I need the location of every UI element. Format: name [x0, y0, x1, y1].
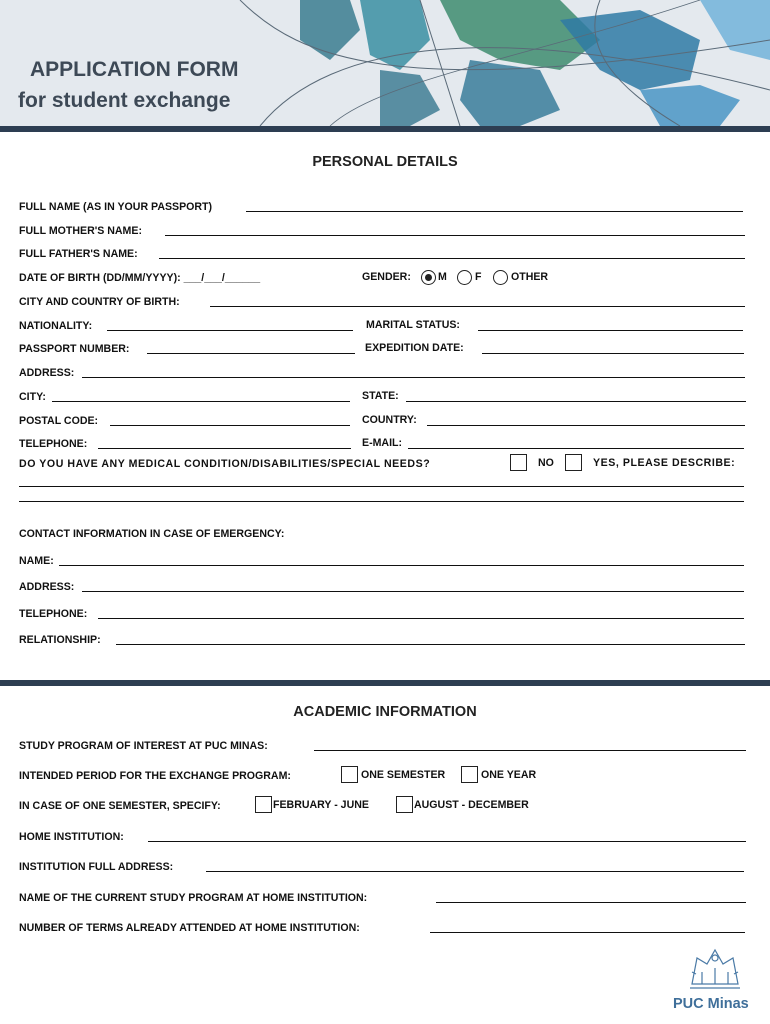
- one-year-label: ONE YEAR: [481, 769, 537, 781]
- full-name-label: FULL NAME (AS IN YOUR PASSPORT): [19, 201, 213, 213]
- marital-status-field[interactable]: [478, 330, 743, 331]
- emergency-relationship-field[interactable]: [116, 644, 745, 645]
- birth-city-label: CITY AND COUNTRY OF BIRTH:: [19, 296, 180, 308]
- telephone-field[interactable]: [98, 448, 351, 449]
- gender-other-label: OTHER: [511, 271, 549, 283]
- father-name-label: FULL FATHER'S NAME:: [19, 248, 138, 260]
- marital-status-label: MARITAL STATUS:: [366, 319, 460, 331]
- city-label: CITY:: [19, 391, 46, 403]
- medical-no-label: NO: [538, 457, 554, 469]
- emergency-name-label: NAME:: [19, 555, 54, 567]
- study-program-field[interactable]: [314, 750, 746, 751]
- father-name-field[interactable]: [159, 258, 745, 259]
- feb-june-label: FEBRUARY - JUNE: [273, 799, 369, 811]
- emergency-contact-heading: CONTACT INFORMATION IN CASE OF EMERGENCY:: [19, 528, 285, 540]
- address-field[interactable]: [82, 377, 745, 378]
- country-label: COUNTRY:: [362, 414, 417, 426]
- mother-name-label: FULL MOTHER'S NAME:: [19, 225, 142, 237]
- header-divider: [0, 126, 770, 132]
- one-semester-checkbox[interactable]: [341, 766, 358, 783]
- one-semester-label: ONE SEMESTER: [361, 769, 446, 781]
- medical-description-line-2[interactable]: [19, 501, 744, 502]
- emergency-relationship-label: RELATIONSHIP:: [19, 634, 101, 646]
- institution-address-label: INSTITUTION FULL ADDRESS:: [19, 861, 174, 873]
- institution-address-field[interactable]: [206, 871, 744, 872]
- emergency-address-field[interactable]: [82, 591, 744, 592]
- nationality-field[interactable]: [107, 330, 353, 331]
- current-program-label: NAME OF THE CURRENT STUDY PROGRAM AT HOME INSTITUTION:: [19, 892, 368, 904]
- expedition-date-label: EXPEDITION DATE:: [365, 342, 464, 354]
- email-label: E-MAIL:: [362, 437, 403, 449]
- emergency-telephone-field[interactable]: [98, 618, 744, 619]
- feb-june-checkbox[interactable]: [255, 796, 272, 813]
- postal-code-label: POSTAL CODE:: [19, 415, 99, 427]
- address-label: ADDRESS:: [19, 367, 75, 379]
- medical-description-line-1[interactable]: [19, 486, 744, 487]
- gender-f-label: F: [475, 271, 482, 283]
- mother-name-field[interactable]: [165, 235, 745, 236]
- aug-dec-checkbox[interactable]: [396, 796, 413, 813]
- medical-question-label: DO YOU HAVE ANY MEDICAL CONDITION/DISABILITIES/SPECIAL NEEDS?: [19, 458, 431, 470]
- aug-dec-label: AUGUST - DECEMBER: [414, 799, 529, 811]
- semester-specify-label: IN CASE OF ONE SEMESTER, SPECIFY:: [19, 800, 221, 812]
- nationality-label: NATIONALITY:: [19, 320, 93, 332]
- medical-yes-label: YES, PLEASE DESCRIBE:: [593, 457, 736, 469]
- dob-label[interactable]: DATE OF BIRTH (DD/MM/YYYY): ___/___/______: [19, 272, 261, 284]
- academic-information-heading: ACADEMIC INFORMATION: [293, 704, 477, 720]
- state-field[interactable]: [406, 401, 746, 402]
- telephone-label: TELEPHONE:: [19, 438, 88, 450]
- passport-number-field[interactable]: [147, 353, 355, 354]
- gender-f-radio[interactable]: [457, 270, 472, 285]
- state-label: STATE:: [362, 390, 399, 402]
- study-program-label: STUDY PROGRAM OF INTEREST AT PUC MINAS:: [19, 740, 268, 752]
- section-divider: [0, 680, 770, 686]
- gender-m-label: M: [438, 271, 447, 283]
- terms-attended-field[interactable]: [430, 932, 745, 933]
- birth-city-field[interactable]: [210, 306, 745, 307]
- home-institution-field[interactable]: [148, 841, 746, 842]
- intended-period-label: INTENDED PERIOD FOR THE EXCHANGE PROGRAM:: [19, 770, 291, 782]
- emergency-name-field[interactable]: [59, 565, 744, 566]
- gender-other-radio[interactable]: [493, 270, 508, 285]
- header-banner: [0, 0, 770, 126]
- gender-label: GENDER:: [362, 271, 411, 283]
- terms-attended-label: NUMBER OF TERMS ALREADY ATTENDED AT HOME INSTITUTION:: [19, 922, 360, 934]
- expedition-date-field[interactable]: [482, 353, 744, 354]
- postal-code-field[interactable]: [110, 425, 350, 426]
- emergency-address-label: ADDRESS:: [19, 581, 75, 593]
- form-subtitle: for student exchange: [18, 89, 231, 112]
- puc-minas-wordmark: PUC Minas: [673, 996, 749, 1012]
- medical-yes-checkbox[interactable]: [565, 454, 582, 471]
- passport-number-label: PASSPORT NUMBER:: [19, 343, 130, 355]
- medical-no-checkbox[interactable]: [510, 454, 527, 471]
- home-institution-label: HOME INSTITUTION:: [19, 831, 124, 843]
- city-field[interactable]: [52, 401, 350, 402]
- current-program-field[interactable]: [436, 902, 746, 903]
- gender-m-radio[interactable]: [421, 270, 436, 285]
- form-title: APPLICATION FORM: [30, 58, 239, 81]
- full-name-field[interactable]: [246, 211, 743, 212]
- emergency-telephone-label: TELEPHONE:: [19, 608, 88, 620]
- country-field[interactable]: [427, 425, 745, 426]
- email-field[interactable]: [408, 448, 744, 449]
- one-year-checkbox[interactable]: [461, 766, 478, 783]
- personal-details-heading: PERSONAL DETAILS: [312, 154, 458, 170]
